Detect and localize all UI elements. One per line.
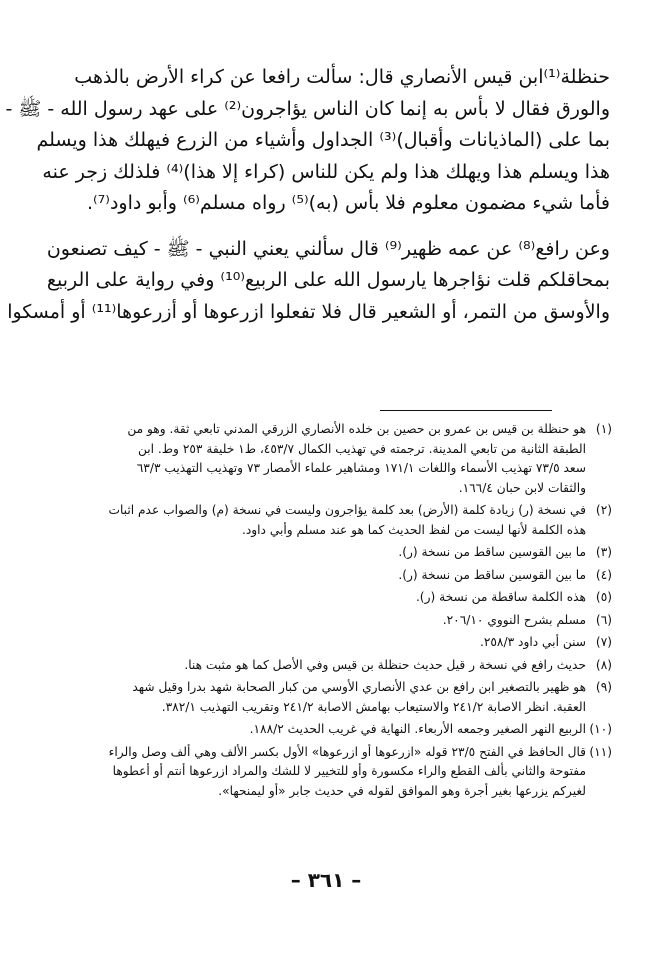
footnote-line: مفتوحة والثاني بألف القطع والراء مكسورة وأو للتخيير لا للشك والمراد ازرعوها أنتم أو أعطوها: [112, 764, 586, 778]
footnote-number: (١١): [589, 744, 612, 759]
footnote-number: (٣): [595, 545, 612, 559]
footnote: [90, 743, 612, 802]
footnote: [90, 543, 612, 563]
text-line: حنظلة⁽¹⁾ابن قيس الأنصاري قال: سألت رافعا عن كراء الأرض بالذهب: [74, 66, 610, 88]
footnote-number: (٩): [595, 680, 612, 694]
text-line: بمحاقلكم قلت نؤاجرها يارسول الله على الربيع⁽¹⁰⁾ وفي رواية على الربيع: [46, 269, 610, 291]
text-line: فأما شيء مضمون معلوم فلا بأس (به)⁽⁵⁾ رواه مسلم⁽⁶⁾ وأبو داود⁽⁷⁾.: [86, 192, 610, 214]
footnote-number: (٦): [595, 612, 612, 627]
footnote-number: (١): [595, 422, 612, 436]
footnote-number: (٤): [595, 567, 612, 582]
footnotes: [90, 420, 612, 801]
text-line: هذا ويسلم هذا ويهلك هذا ولم يكن للناس (كراء إلا هذا)⁽⁴⁾ فلذلك زجر عنه: [42, 160, 610, 183]
footnote-line: هو حنظلة بن قيس بن عمرو بن حصين بن خلده الأنصاري الزرقي المدني تابعي ثقة. وهو من: [127, 422, 586, 436]
footnote-line: العقبة. انظر الاصابة ٢٤١/٢ والاستيعاب بهامش الاصابة ٢٤١/٢ وتقريب التهذيب ٣٨٢/١.: [161, 699, 586, 714]
paragraph-2: [7, 234, 610, 329]
footnote: [90, 566, 612, 586]
footnote-line: في نسخة (ر) زيادة كلمة (الأرض) بعد كلمة يؤاجرون وليست في نسخة (م) والصواب عدم اثبات: [108, 503, 586, 517]
footnote-number: (٥): [595, 590, 612, 604]
footnote-line: مسلم بشرح النووي ٢٠٦/١٠.: [442, 612, 586, 627]
footnote-line: الربيع النهر الصغير وجمعه الأربعاء. النهاية في غريب الحديث ١٨٨/٢.: [249, 722, 586, 736]
text-line: وعن رافع⁽⁸⁾ عن عمه ظهير⁽⁹⁾ قال سألني يعني النبي - ﷺ - كيف تصنعون: [46, 237, 610, 260]
footnote-line: ما بين القوسين ساقط من نسخة (ر).: [398, 545, 586, 559]
paragraph-1: [5, 62, 610, 220]
footnote-line: ما بين القوسين ساقط من نسخة (ر).: [398, 567, 586, 582]
footnote-line: والثقات لابن حبان ١٦٦/٤.: [458, 480, 586, 495]
footnote-separator: [380, 410, 552, 411]
text-line: بما على (الماذيانات وأقبال)⁽³⁾ الجداول وأشياء من الزرع فيهلك هذا ويسلم: [36, 129, 610, 151]
footnote-line: هذه الكلمة لأنها ليست من لفظ الحديث كما هو عند مسلم وأبي داود.: [241, 522, 586, 537]
footnote: [90, 588, 612, 608]
footnote: [90, 611, 612, 631]
footnote: [90, 678, 612, 717]
footnote: [90, 656, 612, 676]
footnote-line: لغيركم يزرعها بغير أجرة وهو الموافق لقوله في حديث جابر «أو ليمنحها».: [218, 783, 586, 798]
footnote-number: (١٠): [589, 722, 612, 736]
footnote: [90, 633, 612, 653]
footnote-line: سعد ٧٣/٥ تهذيب الأسماء واللغات ١٧١/١ ومشاهير علماء الأمصار ٧٣ وتهذيب التهذيب ٦٣/٣: [136, 461, 586, 475]
footnote-number: (٨): [595, 657, 612, 672]
footnote-line: سنن أبي داود ٢٥٨/٣.: [479, 635, 586, 649]
footnote: [90, 501, 612, 540]
footnote: [90, 720, 612, 740]
footnote-line: حديث رافع في نسخة ر قيل حديث حنظلة بن قيس وفي الأصل كما هو مثبت هنا.: [184, 657, 586, 672]
footnote-line: هذه الكلمة ساقطة من نسخة (ر).: [415, 590, 586, 604]
footnote: [90, 420, 612, 498]
main-body-text: [5, 62, 610, 328]
footnote-line: هو ظهير بالتصغير ابن رافع بن عدي الأنصاري الأوسي من كبار الصحابة شهد بدرا وقيل شهد: [132, 680, 586, 694]
footnote-number: (٧): [595, 635, 612, 649]
text-line: والأوسق من التمر، أو الشعير قال فلا تفعلوا ازرعوها أو أزرعوها⁽¹¹⁾ أو أمسكوا: [7, 300, 610, 323]
footnote-number: (٢): [595, 503, 612, 517]
page-number: – ٣٦١ –: [290, 868, 362, 892]
footnote-line: قال الحافظ في الفتح ٢٣/٥ قوله «ازرعوها أو ازرعوها» الأول بكسر الألف وهي ألف وصل والراء: [108, 744, 586, 759]
text-line: والورق فقال لا بأس به إنما كان الناس يؤاجرون⁽²⁾ على عهد رسول الله - ﷺ -: [5, 97, 610, 120]
footnote-line: الطبقة الثانية من تابعي المدينة. ترجمته في تهذيب الكمال ٤٥٣/٧، ط١ خليفة ٢٥٣ وط. ابن: [137, 441, 586, 456]
